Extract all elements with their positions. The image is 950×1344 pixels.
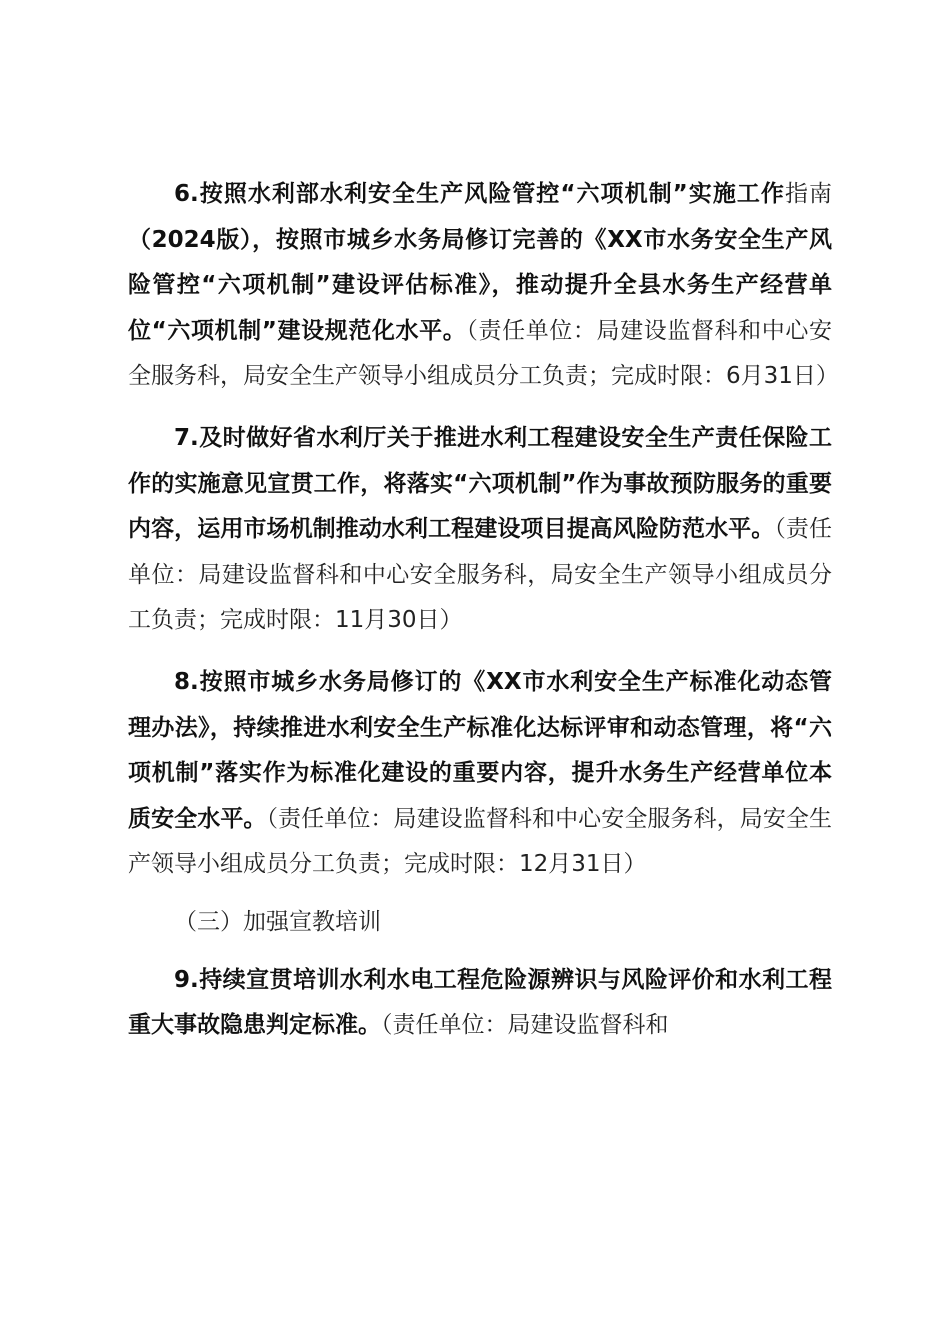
section-heading: （三）加强宣教培训 [174, 908, 381, 935]
document-body [128, 172, 839, 1049]
paragraph-item-7 [128, 416, 832, 644]
paragraph-6-normal-mid-text: 指南 [784, 181, 832, 207]
paragraph-7-responsibility-text: （责任单位：局建设监督科和中心安全服务科，局安全生产领导小组成员分工负责；完成时限：11月30日） [128, 516, 833, 634]
paragraph-6-responsibility-text: （责任单位：局建设监督科和中心安全服务科，局安全生产领导小组成员分工负责；完成时限：6月31日） [128, 317, 839, 390]
paragraph-item-8 [128, 660, 832, 888]
paragraph-8-bold-text: 8.按照市城乡水务局修订的《XX市水利安全生产标准化动态管理办法》，持续推进水利安全生产标准化达标评审和动态管理，将“六项机制”落实作为标准化建设的重要内容，提升水务生产经营单位本质安全水平。 [128, 668, 832, 832]
paragraph-item-6 [128, 172, 839, 400]
paragraph-6-bold-text: 6.按照水利部水利安全生产风险管控“六项机制”实施工作 [174, 181, 785, 207]
paragraph-9-bold-text: 9.持续宣贯培训水利水电工程危险源辨识与风险评价和水利工程重大事故隐患判定标准。 [128, 966, 832, 1039]
paragraph-6-bold-text-2: （2024版），按照市城乡水务局修订完善的《XX市水务安全生产风险管控“六项机制”建设评估标准》，推动提升全县水务生产经营单位“六项机制”建设规范化水平。 [128, 226, 832, 344]
paragraph-7-bold-text: 7.及时做好省水利厅关于推进水利工程建设安全生产责任保险工作的实施意见宣贯工作，将落实“六项机制”作为事故预防服务的重要内容，运用市场机制推动水利工程建设项目提高风险防范水平。 [128, 424, 832, 543]
paragraph-8-responsibility-text: （责任单位：局建设监督科和中心安全服务科，局安全生产领导小组成员分工负责；完成时限：12月31日） [128, 805, 832, 878]
paragraph-9-responsibility-text: （责任单位：局建设监督科和 [381, 1012, 669, 1039]
paragraph-item-9 [128, 958, 832, 1049]
